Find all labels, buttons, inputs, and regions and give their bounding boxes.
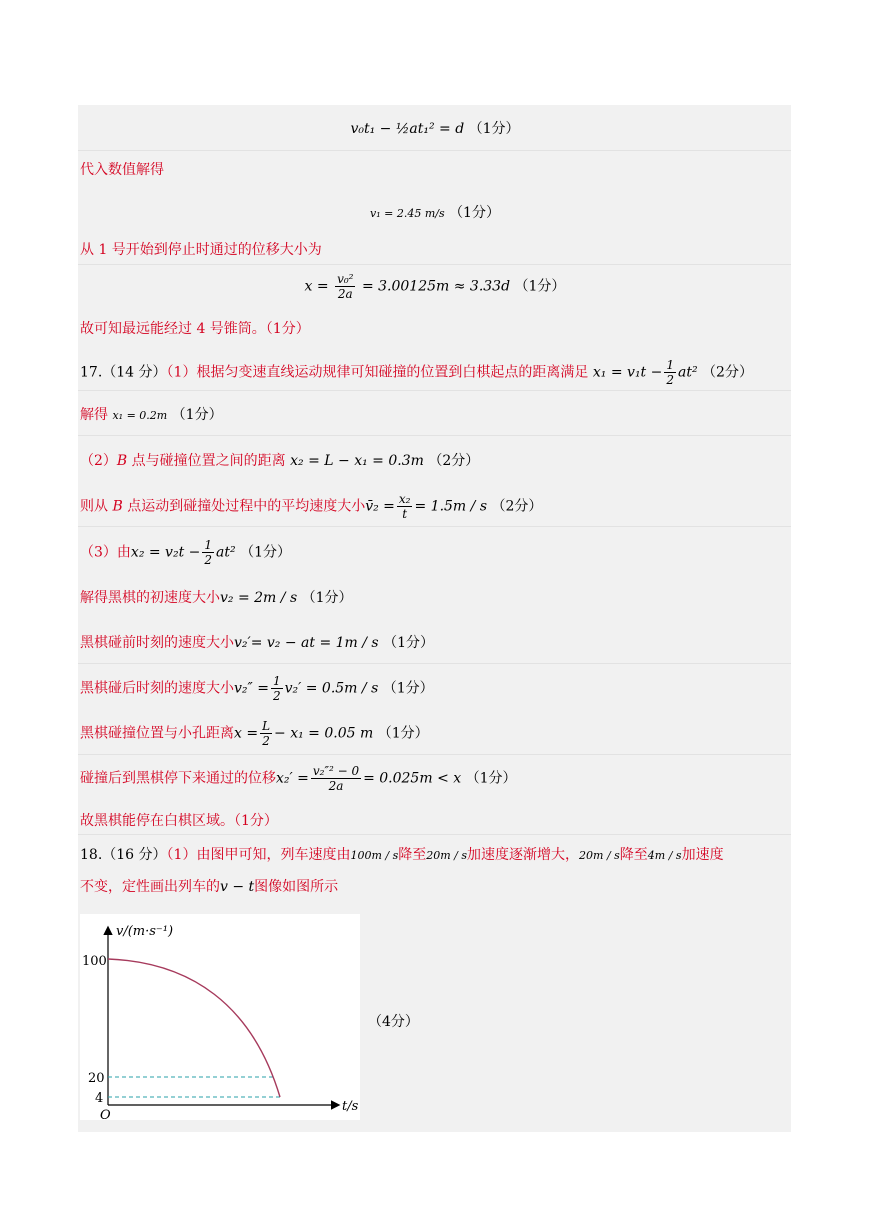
score: （1分）	[449, 205, 500, 221]
score: （1分）	[382, 680, 434, 697]
denominator: 2	[272, 689, 281, 703]
denominator: 2a	[328, 779, 344, 793]
divider	[78, 435, 791, 436]
equation-2-text: v₁ = 2.45 m/s	[370, 207, 445, 220]
tick-20: 20	[88, 1071, 105, 1086]
eq-part: = 0.025m < x	[363, 770, 462, 787]
text-line: 故可知最远能经过 4 号锥筒。（1分）	[80, 321, 310, 337]
text: 碰撞后到黑棋停下来通过的位移	[80, 770, 276, 787]
text: B	[112, 498, 123, 515]
text-line	[80, 719, 429, 748]
text: 不变，定性画出列车的	[80, 879, 220, 895]
score: （2分）	[428, 453, 480, 469]
eq-part: = 1.5m / s	[414, 498, 488, 515]
text: 图像如图所示	[254, 879, 339, 895]
text: 加速度逐渐增大，	[467, 847, 580, 863]
denominator: t	[402, 507, 408, 521]
text: 黑棋碰前时刻的速度大小	[80, 635, 234, 651]
text: 点运动到碰撞处过程中的平均速度大小	[122, 498, 366, 515]
numerator: L	[262, 719, 271, 733]
eq-part: v₂′ = 0.5m / s	[284, 680, 379, 697]
score: （1分）	[383, 635, 434, 651]
text-line	[80, 633, 434, 653]
text-line	[80, 588, 353, 608]
numerator: x₂	[398, 492, 411, 506]
score: （1分）	[171, 407, 223, 423]
eq-part: 100m / s	[350, 849, 399, 862]
text: 点与碰撞位置之间的距离	[127, 453, 286, 469]
question-18-line	[80, 845, 724, 866]
equation-1-text: v₀t₁ − ½at₁² = d	[350, 121, 465, 137]
score: （2分）	[702, 364, 753, 381]
eq-part: − x₁ = 0.05 m	[274, 725, 374, 742]
text: （2）	[80, 453, 117, 469]
text: B	[116, 453, 128, 469]
eq-part: x₂ = v₂t −	[130, 544, 201, 561]
tick-100: 100	[82, 954, 107, 969]
divider	[78, 834, 791, 835]
text: 解得	[80, 407, 108, 423]
vt-curve	[108, 959, 280, 1097]
text-line	[80, 877, 338, 897]
x-axis-label: t/s	[342, 1099, 359, 1114]
eq-part: v₂″ =	[234, 680, 269, 697]
eq-part: at²	[216, 544, 236, 561]
text-line	[80, 405, 223, 426]
score: （1分）	[468, 121, 520, 137]
text-line	[80, 538, 291, 567]
eq-part: = 3.00125m ≈ 3.33d	[361, 278, 511, 295]
fraction	[664, 358, 676, 387]
denominator: 2	[262, 734, 270, 748]
divider	[78, 264, 791, 265]
eq-part: x =	[234, 725, 259, 742]
denominator: 2a	[337, 287, 353, 301]
score: （4分）	[368, 1014, 419, 1030]
text: （1）根据匀变速直线运动规律可知碰撞的位置到白棋起点的距离满足	[166, 364, 589, 381]
score: （1分）	[240, 544, 291, 561]
numerator: 1	[272, 674, 281, 688]
eq-part: v₂ = 2m / s	[220, 590, 298, 606]
eq-part: x =	[304, 278, 329, 295]
equation-3	[0, 272, 870, 301]
numerator: 1	[204, 538, 213, 552]
numerator: v₂″² − 0	[312, 764, 360, 778]
eq-part: x₁ = 0.2m	[112, 409, 168, 422]
eq-part: x₂ = L − x₁ = 0.3m	[290, 453, 424, 469]
text: 则从	[80, 498, 113, 515]
text-line	[80, 492, 542, 521]
divider	[78, 754, 791, 755]
fraction	[202, 538, 214, 567]
text: 降至	[398, 847, 427, 863]
numerator: 1	[666, 358, 674, 372]
text: 解得黑棋的初速度大小	[80, 590, 220, 606]
text: 黑棋碰后时刻的速度大小	[80, 680, 234, 697]
denominator: 2	[204, 553, 213, 567]
eq-part: 20m / s	[579, 849, 620, 862]
eq-part: at²	[678, 364, 698, 381]
eq-part: v₂′= v₂ − at = 1m / s	[234, 635, 379, 651]
tick-4: 4	[95, 1091, 104, 1106]
text: （3）由	[80, 544, 131, 561]
divider	[78, 150, 791, 151]
text-line	[80, 674, 434, 703]
fraction	[335, 272, 355, 301]
text: （1）由图甲可知，列车速度由	[166, 847, 351, 863]
eq-part: x₂′ =	[276, 770, 309, 787]
text: 加速度	[681, 847, 724, 863]
fraction	[397, 492, 413, 521]
text-line	[80, 764, 517, 793]
divider	[78, 390, 791, 391]
vt-graph	[80, 914, 360, 1120]
numerator: v₀²	[337, 272, 354, 286]
equation-1	[0, 118, 870, 138]
eq-part: 20m / s	[426, 849, 468, 862]
divider	[78, 663, 791, 664]
score: （1分）	[377, 725, 429, 742]
fraction	[271, 674, 283, 703]
eq-part: 4m / s	[647, 849, 682, 862]
origin-label: O	[100, 1108, 111, 1120]
eq-part: v − t	[220, 879, 255, 895]
fraction	[260, 719, 272, 748]
divider	[78, 526, 791, 527]
text-line	[80, 451, 479, 471]
text-line: 故黑棋能停在白棋区域。（1分）	[80, 813, 278, 829]
text: 黑棋碰撞位置与小孔距离	[80, 725, 234, 742]
denominator: 2	[666, 373, 674, 387]
eq-part: v̄₂ =	[365, 498, 395, 515]
score: （1分）	[514, 278, 566, 295]
vt-graph-svg	[80, 914, 360, 1120]
score: （2分）	[491, 498, 543, 515]
text-line: 从 1 号开始到停止时通过的位移大小为	[80, 242, 322, 258]
text-line: 代入数值解得	[80, 162, 164, 178]
fraction	[311, 764, 361, 793]
question-number: 18.（16 分）	[80, 847, 167, 863]
score: （1分）	[301, 590, 353, 606]
text: 降至	[619, 847, 648, 863]
score: （1分）	[465, 770, 517, 787]
equation-2	[0, 202, 870, 222]
question-number: 17.（14 分）	[80, 364, 167, 381]
question-17-line	[80, 358, 753, 387]
eq-part: x₁ = v₁t −	[592, 364, 663, 381]
y-axis-label: v/(m·s⁻¹)	[116, 924, 174, 939]
